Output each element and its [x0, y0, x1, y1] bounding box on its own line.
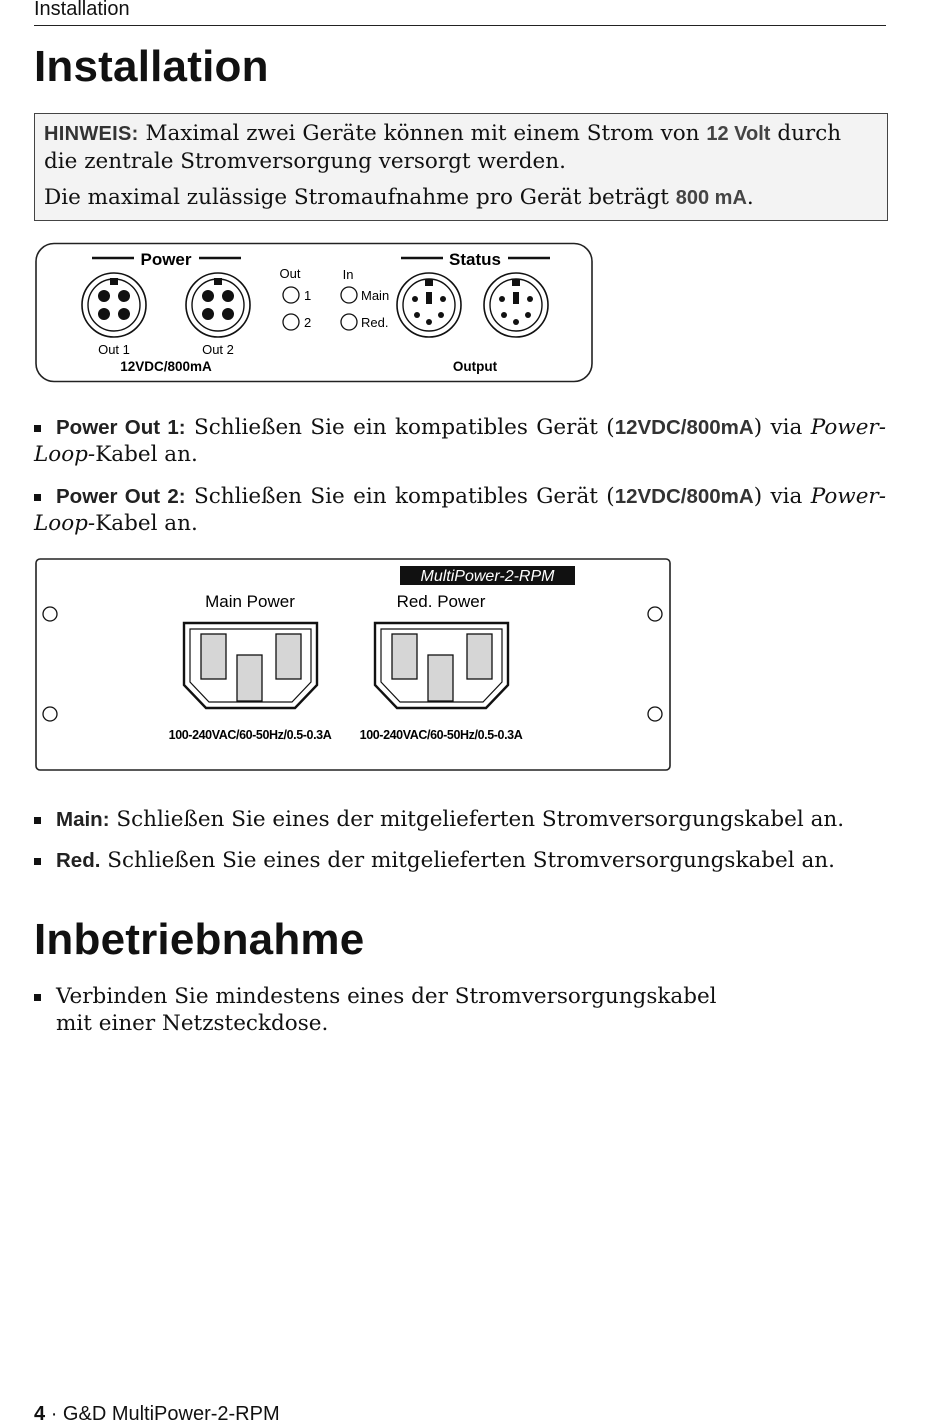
header-rule: [34, 25, 886, 26]
main-power-label: Main Power: [205, 592, 295, 611]
bullet-icon: [34, 858, 41, 865]
page-number: 4: [34, 1403, 46, 1425]
front-spec-label: 12VDC/800mA: [120, 359, 212, 374]
power-out1-connector: [82, 273, 146, 337]
front-panel-diagram: [34, 242, 594, 384]
out1-led-icon: [283, 287, 299, 303]
bullet-spec: 12VDC/800mA: [614, 416, 754, 439]
notice-line-1: [44, 120, 878, 175]
list-item: [34, 983, 734, 1037]
in-red-led-icon: [341, 314, 357, 330]
section-heading-installation: Installation: [34, 42, 269, 91]
mounting-hole-icon: [648, 707, 662, 721]
footer-title: G&D MultiPower-2-RPM: [62, 1403, 280, 1425]
mounting-hole-icon: [43, 607, 57, 621]
bullet-text: ) via: [753, 415, 811, 440]
out1-label: Out 1: [98, 342, 130, 357]
red-power-inlet: [375, 623, 508, 708]
list-item: [34, 483, 886, 537]
led-red-label: Red.: [361, 315, 389, 330]
bullet-italic: Power-Loop-: [34, 484, 886, 536]
list-item: [34, 414, 886, 468]
notice-box: [34, 113, 888, 221]
led-main-label: Main: [361, 288, 390, 303]
red-rating-label: 100-240VAC/60-50Hz/0.5-0.3A: [359, 728, 523, 742]
power-out-list: [34, 414, 886, 537]
led-2-label: 2: [304, 315, 312, 330]
status-connector-2: [484, 273, 548, 337]
in-main-led-icon: [341, 287, 357, 303]
notice-line2-text: Die maximal zulässige Stromaufnahme pro Gerät beträgt: [44, 185, 669, 210]
power-label: Power: [140, 250, 192, 269]
out-led-label: Out: [279, 266, 301, 281]
page-footer: [34, 1403, 280, 1426]
bullet-text: ) via: [753, 484, 811, 509]
bullet-text: Kabel an.: [95, 442, 198, 467]
status-label: Status: [449, 250, 501, 269]
bullet-text: Kabel an.: [95, 511, 198, 536]
bullet-icon: [34, 817, 41, 824]
bullet-icon: [34, 494, 41, 501]
mounting-hole-icon: [648, 607, 662, 621]
list-item: [34, 806, 886, 833]
in-led-label: In: [342, 267, 354, 282]
mounting-hole-icon: [43, 707, 57, 721]
notice-line1-text: Maximal zwei Geräte können mit einem Strom von: [145, 121, 700, 146]
notice-line2-end: .: [746, 185, 754, 210]
red-power-label: Red. Power: [396, 592, 486, 611]
bullet-italic: Power-Loop-: [34, 415, 886, 467]
status-connector-1: [397, 273, 461, 337]
notice-line1-rest: durch die zentrale Stromversorgung versorgt werden.: [44, 121, 842, 174]
model-label: MultiPower-2-RPM: [420, 568, 555, 585]
bullet-key: Power Out 1:: [56, 416, 186, 439]
main-power-inlet: [184, 623, 317, 708]
bullet-icon: [34, 994, 41, 1001]
bullet-spec: 12VDC/800mA: [614, 485, 754, 508]
bullet-key: Red.: [56, 849, 101, 872]
bullet-text: Schließen Sie eines der mitgelieferten Stromversorgungskabel an.: [107, 848, 835, 873]
notice-line-2: [44, 184, 878, 212]
out2-label: Out 2: [202, 342, 234, 357]
list-item: [34, 847, 886, 874]
back-panel-diagram: [34, 557, 674, 773]
notice-tag: HINWEIS:: [44, 123, 139, 145]
bullet-text: Schließen Sie ein kompatibles Gerät (: [193, 484, 615, 509]
running-header: Installation: [34, 0, 130, 20]
notice-voltage-value: 12 Volt: [706, 123, 771, 145]
power-out2-connector: [186, 273, 250, 337]
bullet-text: Schließen Sie ein kompatibles Gerät (: [193, 415, 615, 440]
led-1-label: 1: [304, 288, 312, 303]
bullet-key: Main:: [56, 808, 110, 831]
footer-separator: ·: [50, 1403, 58, 1425]
bullet-text: Schließen Sie eines der mitgelieferten Stromversorgungskabel an.: [116, 807, 845, 832]
main-rating-label: 100-240VAC/60-50Hz/0.5-0.3A: [168, 728, 332, 742]
commissioning-list: [34, 983, 734, 1037]
notice-current-value: 800 mA: [675, 187, 747, 209]
section-heading-commissioning: Inbetriebnahme: [34, 915, 365, 964]
bullet-text: Verbinden Sie mindestens eines der Stromversorgungskabel mit einer Netzsteckdose.: [56, 984, 717, 1036]
output-label: Output: [452, 359, 498, 374]
out2-led-icon: [283, 314, 299, 330]
mains-list: [34, 806, 886, 874]
bullet-key: Power Out 2:: [56, 485, 186, 508]
bullet-icon: [34, 425, 41, 432]
